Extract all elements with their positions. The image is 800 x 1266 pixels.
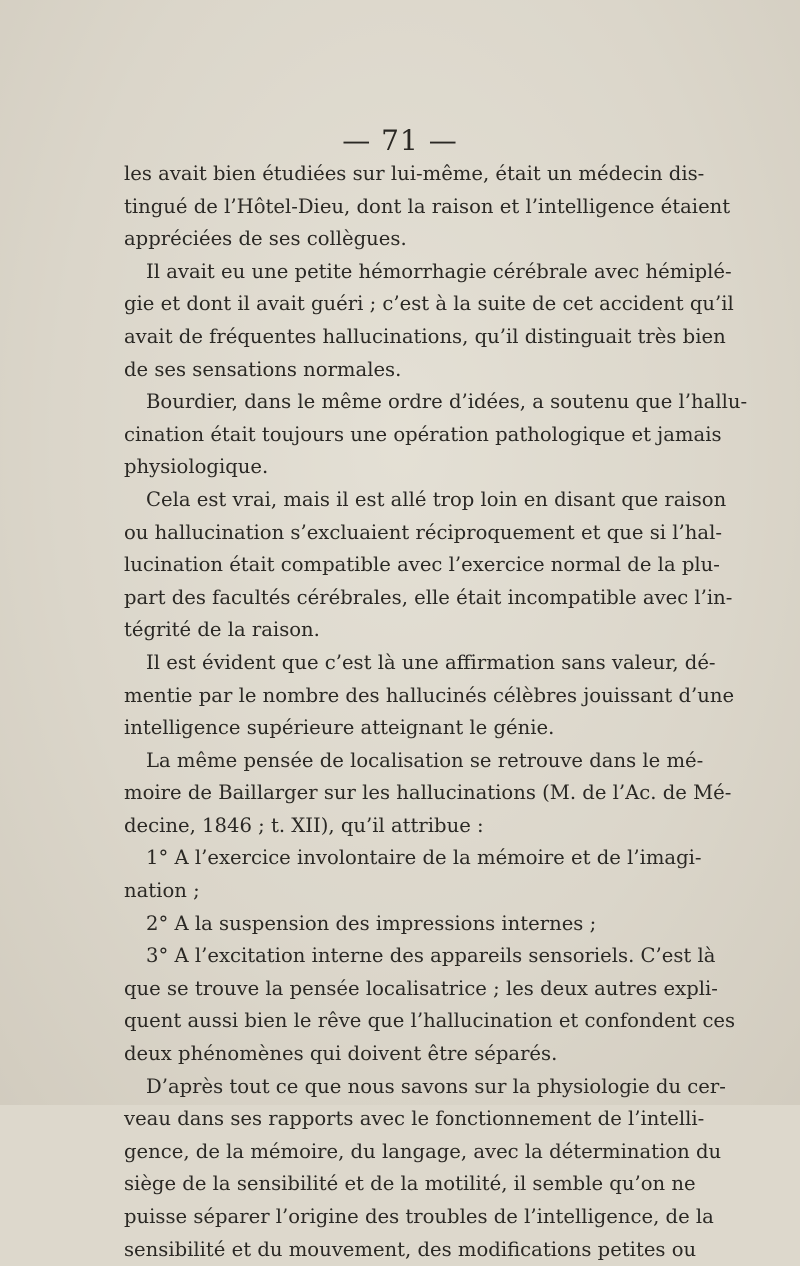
text-line: D’après tout ce que nous savons sur la physiologie du cer- [146, 1074, 726, 1098]
text-line: quent aussi bien le rêve que l’hallucination et confondent ces [124, 1009, 736, 1033]
text-line: appréciées de ses collègues. [124, 227, 407, 251]
text-line: part des facultés cérébrales, elle était incompatible avec l’in- [124, 585, 733, 609]
text-line: de ses sensations normales. [124, 357, 402, 381]
text-line: 3° A l’excitation interne des appareils sensoriels. C’est là [146, 944, 716, 968]
text-line: tingué de l’Hôtel-Dieu, dont la raison et l’intelligence étaient [124, 194, 731, 218]
text-line: Bourdier, dans le même ordre d’idées, a soutenu que l’hallu- [146, 390, 748, 414]
text-line: siège de la sensibilité et de la motilité, il semble qu’on ne [124, 1172, 696, 1196]
text-line: physiologique. [124, 455, 269, 479]
text-line: 1° A l’exercice involontaire de la mémoire et de l’imagi- [146, 846, 702, 870]
text-line: Il avait eu une petite hémorrhagie cérébrale avec hémiplé- [146, 259, 732, 283]
text-line: intelligence supérieure atteignant le génie. [124, 716, 555, 740]
text-line: nation ; [124, 879, 200, 903]
text-line: tégrité de la raison. [124, 618, 320, 642]
text-line: mentie par le nombre des hallucinés célèbres jouissant d’une [124, 683, 735, 707]
text-line: les avait bien étudiées sur lui-même, était un médecin dis- [124, 162, 705, 185]
text-line: La même pensée de localisation se retrouve dans le mé- [146, 748, 704, 772]
body-text [124, 158, 748, 1266]
text-line: Il est évident que c’est là une affirmation sans valeur, dé- [146, 650, 716, 674]
text-line: puisse séparer l’origine des troubles de l’intelligence, de la [124, 1205, 714, 1228]
text-line: que se trouve la pensée localisatrice ; les deux autres expli- [124, 976, 718, 1000]
text-line: Cela est vrai, mais il est allé trop loin en disant que raison [146, 487, 727, 511]
text-line: gie et dont il avait guéri ; c’est à la suite de cet accident qu’il [124, 292, 734, 316]
page-number: — 71 — [342, 124, 458, 157]
text-line: veau dans ses rapports avec le fonctionnement de l’intelli- [124, 1107, 705, 1131]
text-line: moire de Baillarger sur les hallucinations (M. de l’Ac. de Mé- [124, 781, 732, 805]
text-line: gence, de la mémoire, du langage, avec la détermination du [124, 1139, 722, 1163]
text-line: 2° A la suspension des impressions internes ; [146, 911, 597, 935]
text-line: sensibilité et du mouvement, des modifications petites ou [124, 1237, 697, 1261]
text-line: cination était toujours une opération pathologique et jamais [124, 422, 722, 446]
text-line: ou hallucination s’excluaient réciproquement et que si l’hal- [124, 520, 722, 544]
text-line: lucination était compatible avec l’exercice normal de la plu- [124, 553, 720, 577]
text-line: decine, 1846 ; t. XII), qu’il attribue : [124, 813, 484, 837]
text-line: deux phénomènes qui doivent être séparés. [124, 1042, 558, 1066]
text-line: avait de fréquentes hallucinations, qu’il distinguait très bien [124, 324, 726, 348]
